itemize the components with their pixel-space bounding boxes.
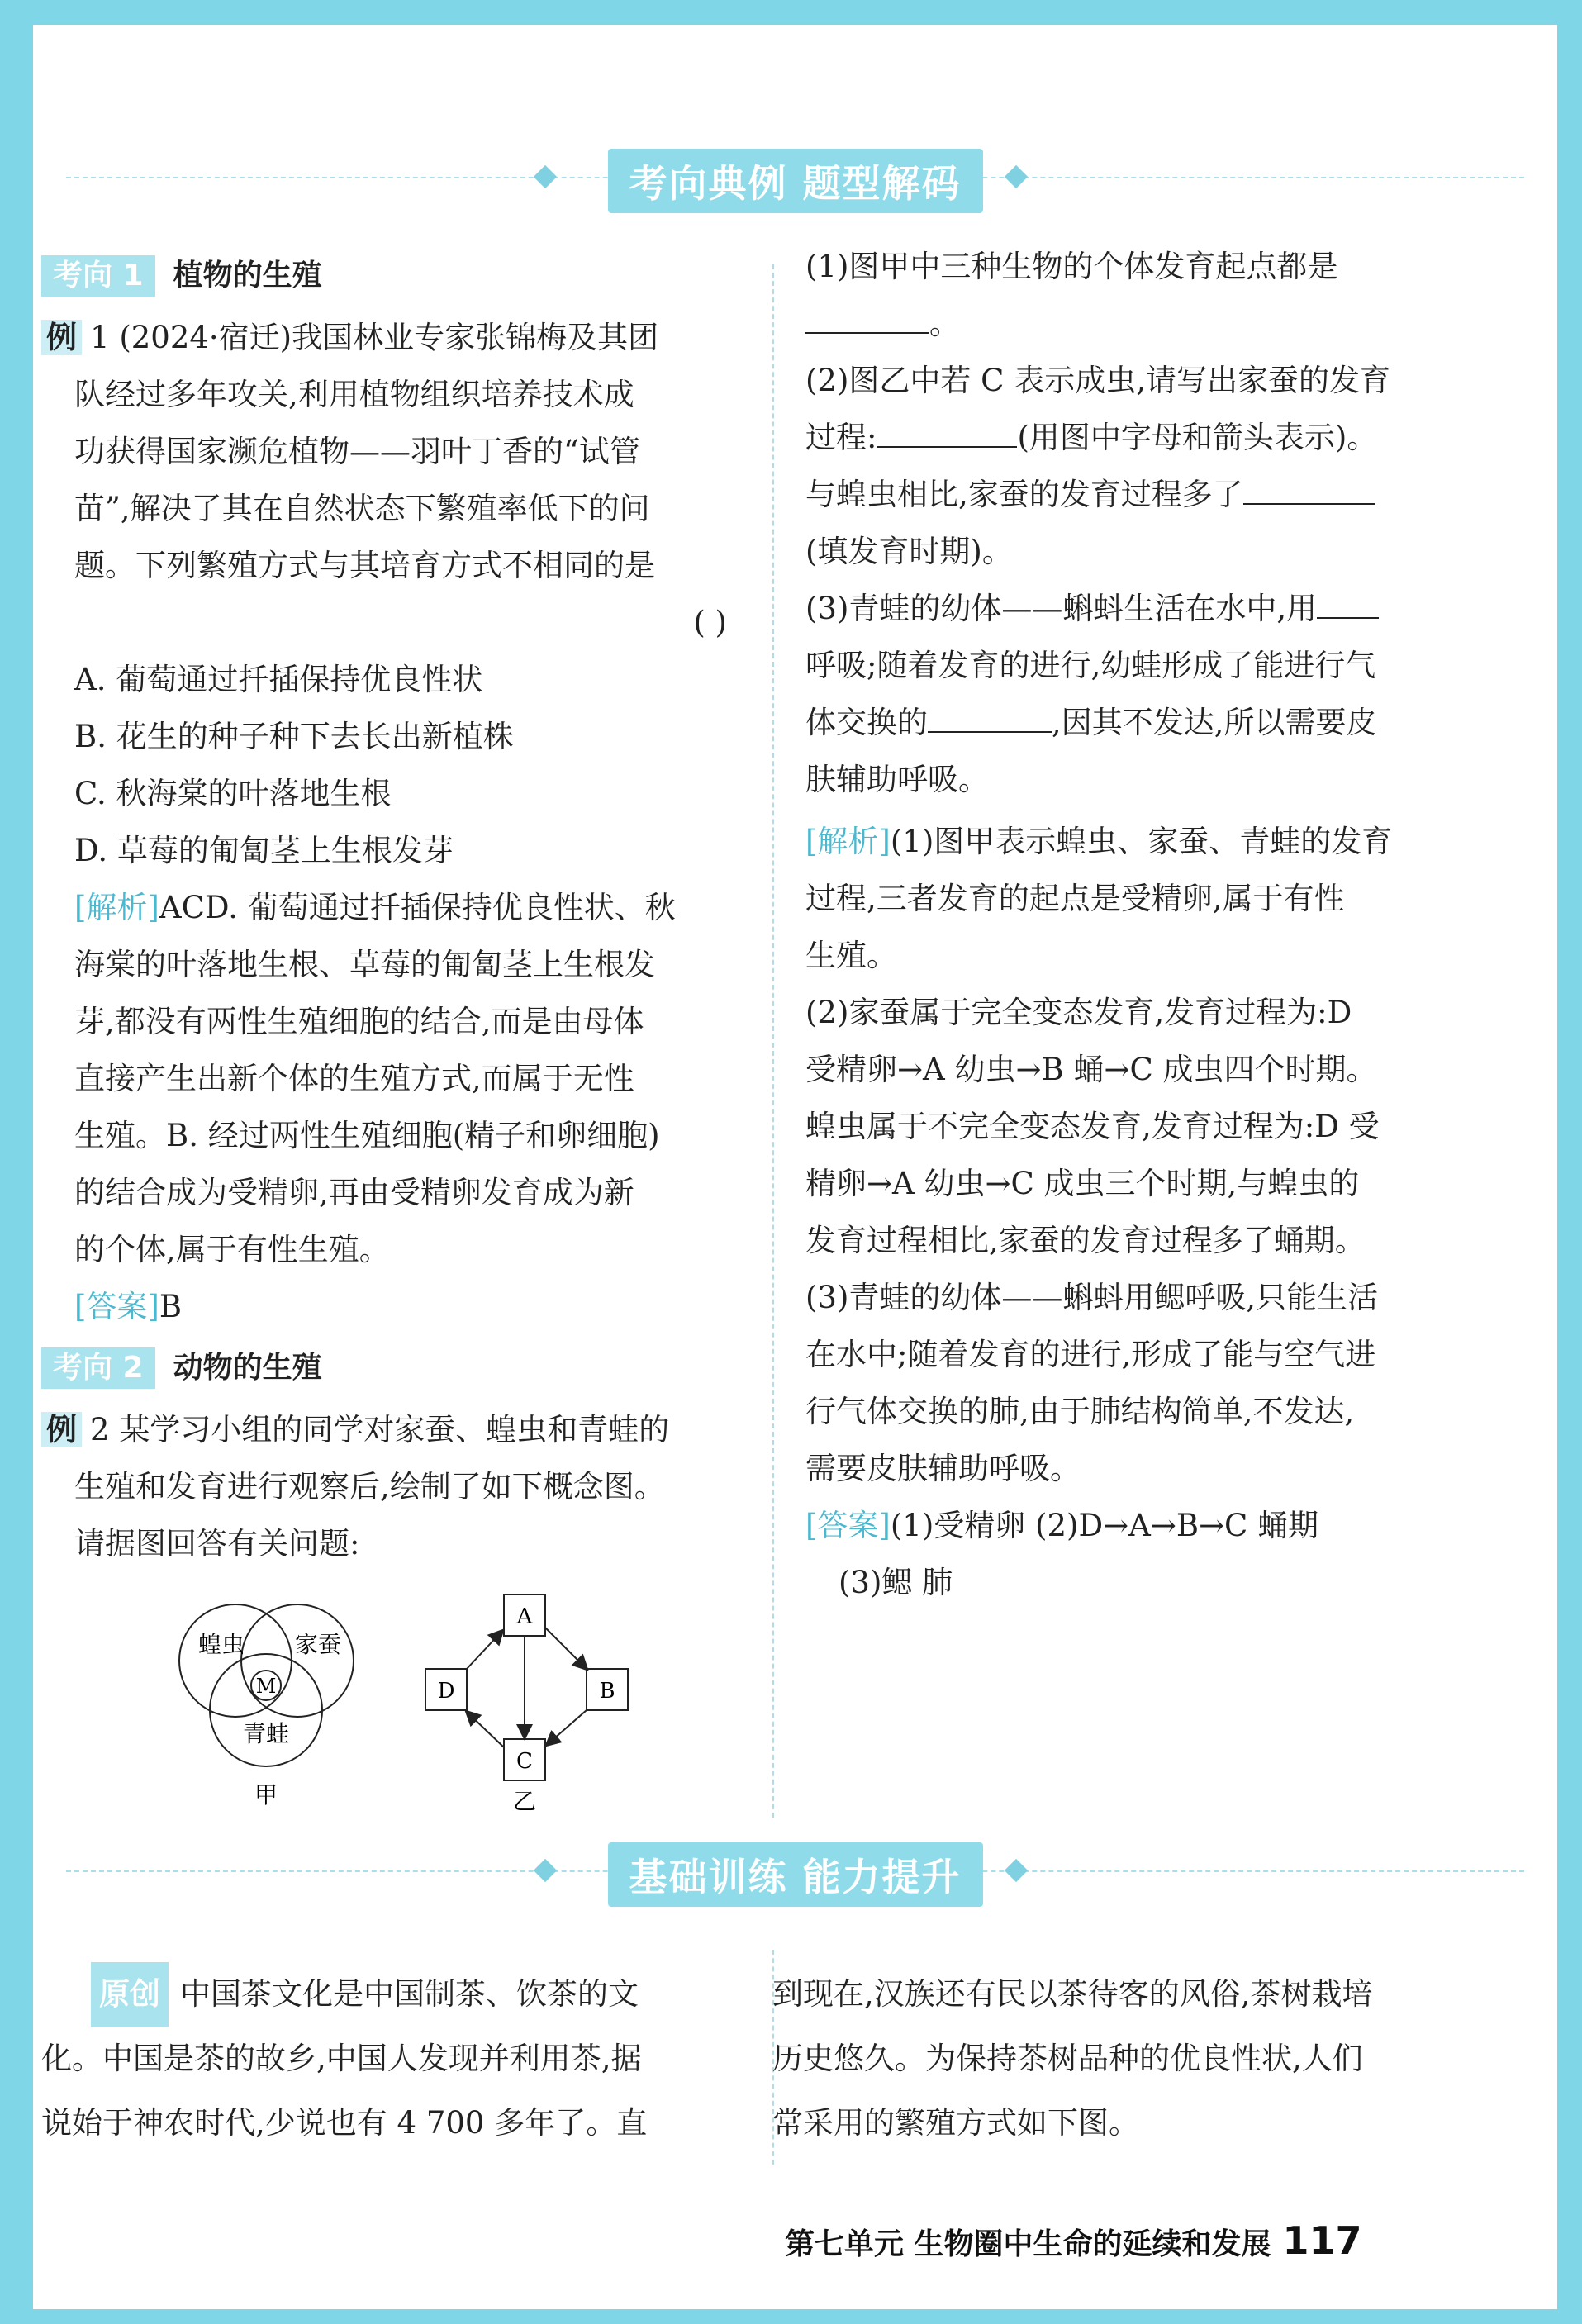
analysis-line: 生殖。 [805,938,897,973]
question-line: (2024·宿迁)我国林业专家张锦梅及其团 [119,320,659,355]
analysis-line: (2)家蚕属于完全变态发育,发育过程为:D [805,995,1352,1030]
answer-blank[interactable] [805,304,929,334]
question-line: 题。下列繁殖方式与其培育方式不相同的是 [74,548,655,583]
section-title: 动物的生殖 [173,1351,322,1385]
question-line: (填发育时期)。 [805,534,1013,569]
paragraph-line: 常采用的繁殖方式如下图。 [772,2105,1139,2141]
answer-blank[interactable] [877,418,1017,448]
option-b: B. 花生的种子种下去长出新植株 [74,719,514,754]
section-banner-2 [66,1842,1524,1900]
section-tag: 考向 1 [41,255,155,297]
node-d-label: D [437,1679,455,1704]
answer-blank[interactable] [1243,475,1375,505]
original-tag: 原创 [91,1962,169,2027]
analysis-line: 发育过程相比,家蚕的发育过程多了蛹期。 [805,1223,1366,1258]
right-column [805,238,1491,1611]
paragraph-line: 中国茶文化是中国制茶、饮茶的文 [180,1976,639,2012]
banner-title: 基础训练 能力提升 [607,1842,982,1907]
arrow-b-c [547,1710,587,1745]
arrow-c-d [467,1712,504,1747]
page-footer [785,2218,1362,2263]
diamond-icon [1005,165,1028,188]
venn-circle-locust [179,1604,292,1717]
node-b-label: B [599,1679,615,1704]
answer-tag: [答案] [74,1289,159,1324]
analysis-line: ACD. 葡萄通过扦插保持优良性状、秋 [159,890,676,925]
question-line: 体交换的 [805,705,928,740]
analysis-line: 的结合成为受精卵,再由受精卵发育成为新 [74,1175,634,1210]
page-number: 117 [1282,2218,1362,2263]
question-line: 生殖和发育进行观察后,绘制了如下概念图。 [74,1469,665,1504]
paragraph-line: 化。中国是茶的故乡,中国人发现并利用茶,据 [41,2041,642,2076]
diamond-icon [534,1859,557,1882]
analysis-line: 行气体交换的肺,由于肺结构简单,不发达, [805,1394,1355,1429]
question-line: 苗”,解决了其在自然状态下繁殖率低下的问 [74,491,650,526]
analysis-line: 的个体,属于有性生殖。 [74,1232,390,1267]
analysis-line: 需要皮肤辅助呼吸。 [805,1451,1081,1486]
diamond-icon [1005,1859,1028,1882]
question-line: (3)青蛙的幼体——蝌蚪生活在水中,用 [805,591,1318,626]
answer-bracket: ( ) [693,605,727,640]
analysis-line: (1)图甲表示蝗虫、家蚕、青蛙的发育 [890,824,1393,859]
question-line: 肤辅助呼吸。 [805,762,989,797]
question-line: 与蝗虫相比,家蚕的发育过程多了 [805,477,1243,512]
analysis-line: 受精卵→A 幼虫→B 蛹→C 成虫四个时期。 [805,1052,1377,1087]
paragraph-line: 历史悠久。为保持茶树品种的优良性状,人们 [772,2041,1363,2076]
analysis-line: (3)青蛙的幼体——蝌蚪用鳃呼吸,只能生活 [805,1280,1379,1315]
unit-title: 第七单元 生物圈中生命的延续和发展 [785,2227,1271,2261]
question-line: (1)图甲中三种生物的个体发育起点都是 [805,249,1338,284]
question-line: 队经过多年攻关,利用植物组织培养技术成 [74,377,634,412]
section-banner-1 [66,149,1524,207]
option-d: D. 草莓的匍匐茎上生根发芽 [74,833,454,868]
analysis-line: 海棠的叶落地生根、草莓的匍匐茎上生根发 [74,947,655,982]
venn-caption: 甲 [254,1781,278,1808]
answer-blank[interactable] [1317,589,1379,619]
option-c: C. 秋海棠的叶落地生根 [74,776,392,811]
bottom-left-text [41,1962,743,2155]
question-line: (用图中字母和箭头表示)。 [1017,420,1378,455]
paragraph-line: 说始于神农时代,少说也有 4 700 多年了。直 [41,2105,648,2141]
analysis-tag: [解析] [805,824,891,859]
venn-circle-silkworm [241,1604,354,1717]
venn-label-locust: 蝗虫 [197,1631,245,1658]
arrow-d-a [467,1631,502,1669]
cycle-caption: 乙 [512,1788,537,1815]
venn-label-m: M [255,1675,277,1698]
node-c-label: C [516,1749,533,1774]
bottom-right-text [772,1962,1499,2155]
answer-value: B [159,1289,183,1324]
answer-blank[interactable] [928,703,1052,733]
example-number: 1 [90,320,110,355]
analysis-line: 过程,三者发育的起点是受精卵,属于有性 [805,881,1345,916]
venn-diagram [179,1604,354,1808]
question-line: 请据图回答有关问题: [74,1526,360,1561]
answer-value: (1)受精卵 (2)D→A→B→C 蛹期 [890,1508,1319,1543]
question-line: 。 [929,306,960,341]
example-label: 例 [41,1412,82,1447]
example-number: 2 [90,1412,110,1447]
analysis-line: 生殖。B. 经过两性生殖细胞(精子和卵细胞) [74,1118,660,1153]
section-title: 植物的生殖 [173,259,322,292]
analysis-line: 芽,都没有两性生殖细胞的结合,而是由母体 [74,1004,644,1039]
question-line: 过程: [805,420,877,455]
banner-title: 考向典例 题型解码 [607,149,982,213]
question-line: 呼吸;随着发育的进行,幼蛙形成了能进行气 [805,648,1376,683]
analysis-tag: [解析] [74,890,159,925]
analysis-line: 蝗虫属于不完全变态发育,发育过程为:D 受 [805,1109,1380,1144]
node-a-label: A [516,1604,533,1629]
question-line: 某学习小组的同学对家蚕、蝗虫和青蛙的 [119,1412,670,1447]
question-line: ,因其不发达,所以需要皮 [1052,705,1377,740]
arrow-a-b [545,1628,587,1669]
page [33,25,1557,2309]
example-label: 例 [41,320,82,355]
column-divider [772,264,774,1818]
cycle-diagram [425,1594,628,1815]
left-column [41,246,735,1572]
analysis-line: 在水中;随着发育的进行,形成了能与空气进 [805,1337,1376,1372]
answer-value: (3)鳃 肺 [839,1565,953,1600]
analysis-line: 直接产生出新个体的生殖方式,而属于无性 [74,1061,634,1096]
venn-label-frog: 青蛙 [242,1720,290,1747]
option-a: A. 葡萄通过扦插保持优良性状 [74,662,483,697]
venn-label-silkworm: 家蚕 [294,1631,342,1658]
question-line: 功获得国家濒危植物——羽叶丁香的“试管 [74,434,640,469]
analysis-line: 精卵→A 幼虫→C 成虫三个时期,与蝗虫的 [805,1166,1360,1201]
concept-diagram [157,1561,686,1826]
question-line: (2)图乙中若 C 表示成虫,请写出家蚕的发育 [805,363,1391,398]
answer-tag: [答案] [805,1508,891,1543]
diamond-icon [534,165,557,188]
section-tag: 考向 2 [41,1347,155,1389]
paragraph-line: 到现在,汉族还有民以茶待客的风俗,茶树栽培 [772,1976,1373,2012]
